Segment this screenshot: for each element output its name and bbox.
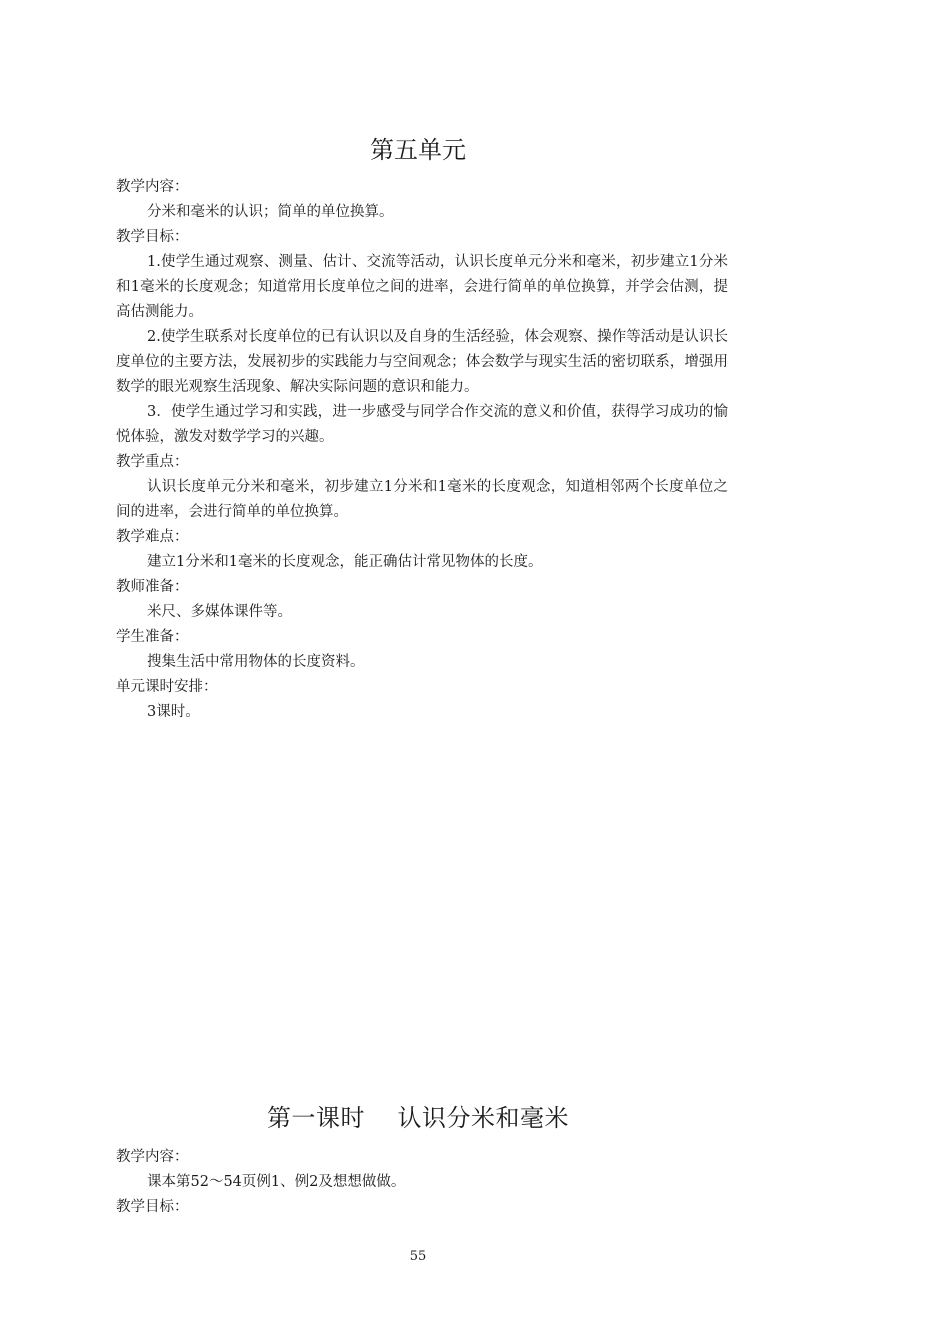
schedule-text: 3课时。	[147, 704, 200, 720]
difficulties-text: 建立1分米和1毫米的长度观念，能正确估计常见物体的长度。	[147, 554, 543, 570]
goal-paragraph-2: 2.使学生联系对长度单位的已有认识以及自身的生活经验，体会观察、操作等活动是认识长度单位的主要方法，发展初步的实践能力与空间观念；体会数学与现实生活的密切联系，增强用数学的眼光观察生活现象、解决实际问题的意识和能力。	[116, 329, 728, 395]
lesson-goals-label: 教学目标：	[116, 1199, 189, 1215]
teacher-prep-text: 米尺、多媒体课件等。	[147, 604, 292, 620]
section-label-schedule: 单元课时安排：	[116, 679, 218, 695]
section-content-text: 分米和毫米的认识；简单的单位换算。	[147, 204, 394, 220]
goal-paragraph-3: 3．使学生通过学习和实践，进一步感受与同学合作交流的意义和价值，获得学习成功的愉悦体验，激发对数学学习的兴趣。	[116, 404, 728, 445]
goal-paragraph-1: 1.使学生通过观察、测量、估计、交流等活动，认识长度单元分米和毫米，初步建立1分米和1毫米的长度观念；知道常用长度单位之间的进率，会进行简单的单位换算，并学会估测，提高估测能力。	[116, 254, 728, 320]
unit-title: 第五单元	[370, 136, 466, 164]
unit-overview	[116, 175, 728, 725]
section-label-content: 教学内容：	[116, 179, 189, 195]
section-label-student-prep: 学生准备：	[116, 629, 189, 645]
section-label-teacher-prep: 教师准备：	[116, 579, 189, 595]
page-number: 55	[409, 1249, 427, 1264]
section-label-difficulties: 教学难点：	[116, 529, 189, 545]
section-label-goals: 教学目标：	[116, 229, 189, 245]
lesson-title: 第一课时 认识分米和毫米	[266, 1104, 569, 1132]
lesson-overview	[116, 1145, 728, 1220]
lesson-content-label: 教学内容：	[116, 1149, 189, 1165]
section-label-key-points: 教学重点：	[116, 454, 189, 470]
student-prep-text: 搜集生活中常用物体的长度资料。	[147, 654, 365, 670]
lesson-content-text: 课本第52～54页例1、例2及想想做做。	[147, 1174, 406, 1190]
key-points-text: 认识长度单元分米和毫米，初步建立1分米和1毫米的长度观念，知道相邻两个长度单位之间的进率，会进行简单的单位换算。	[116, 479, 728, 520]
